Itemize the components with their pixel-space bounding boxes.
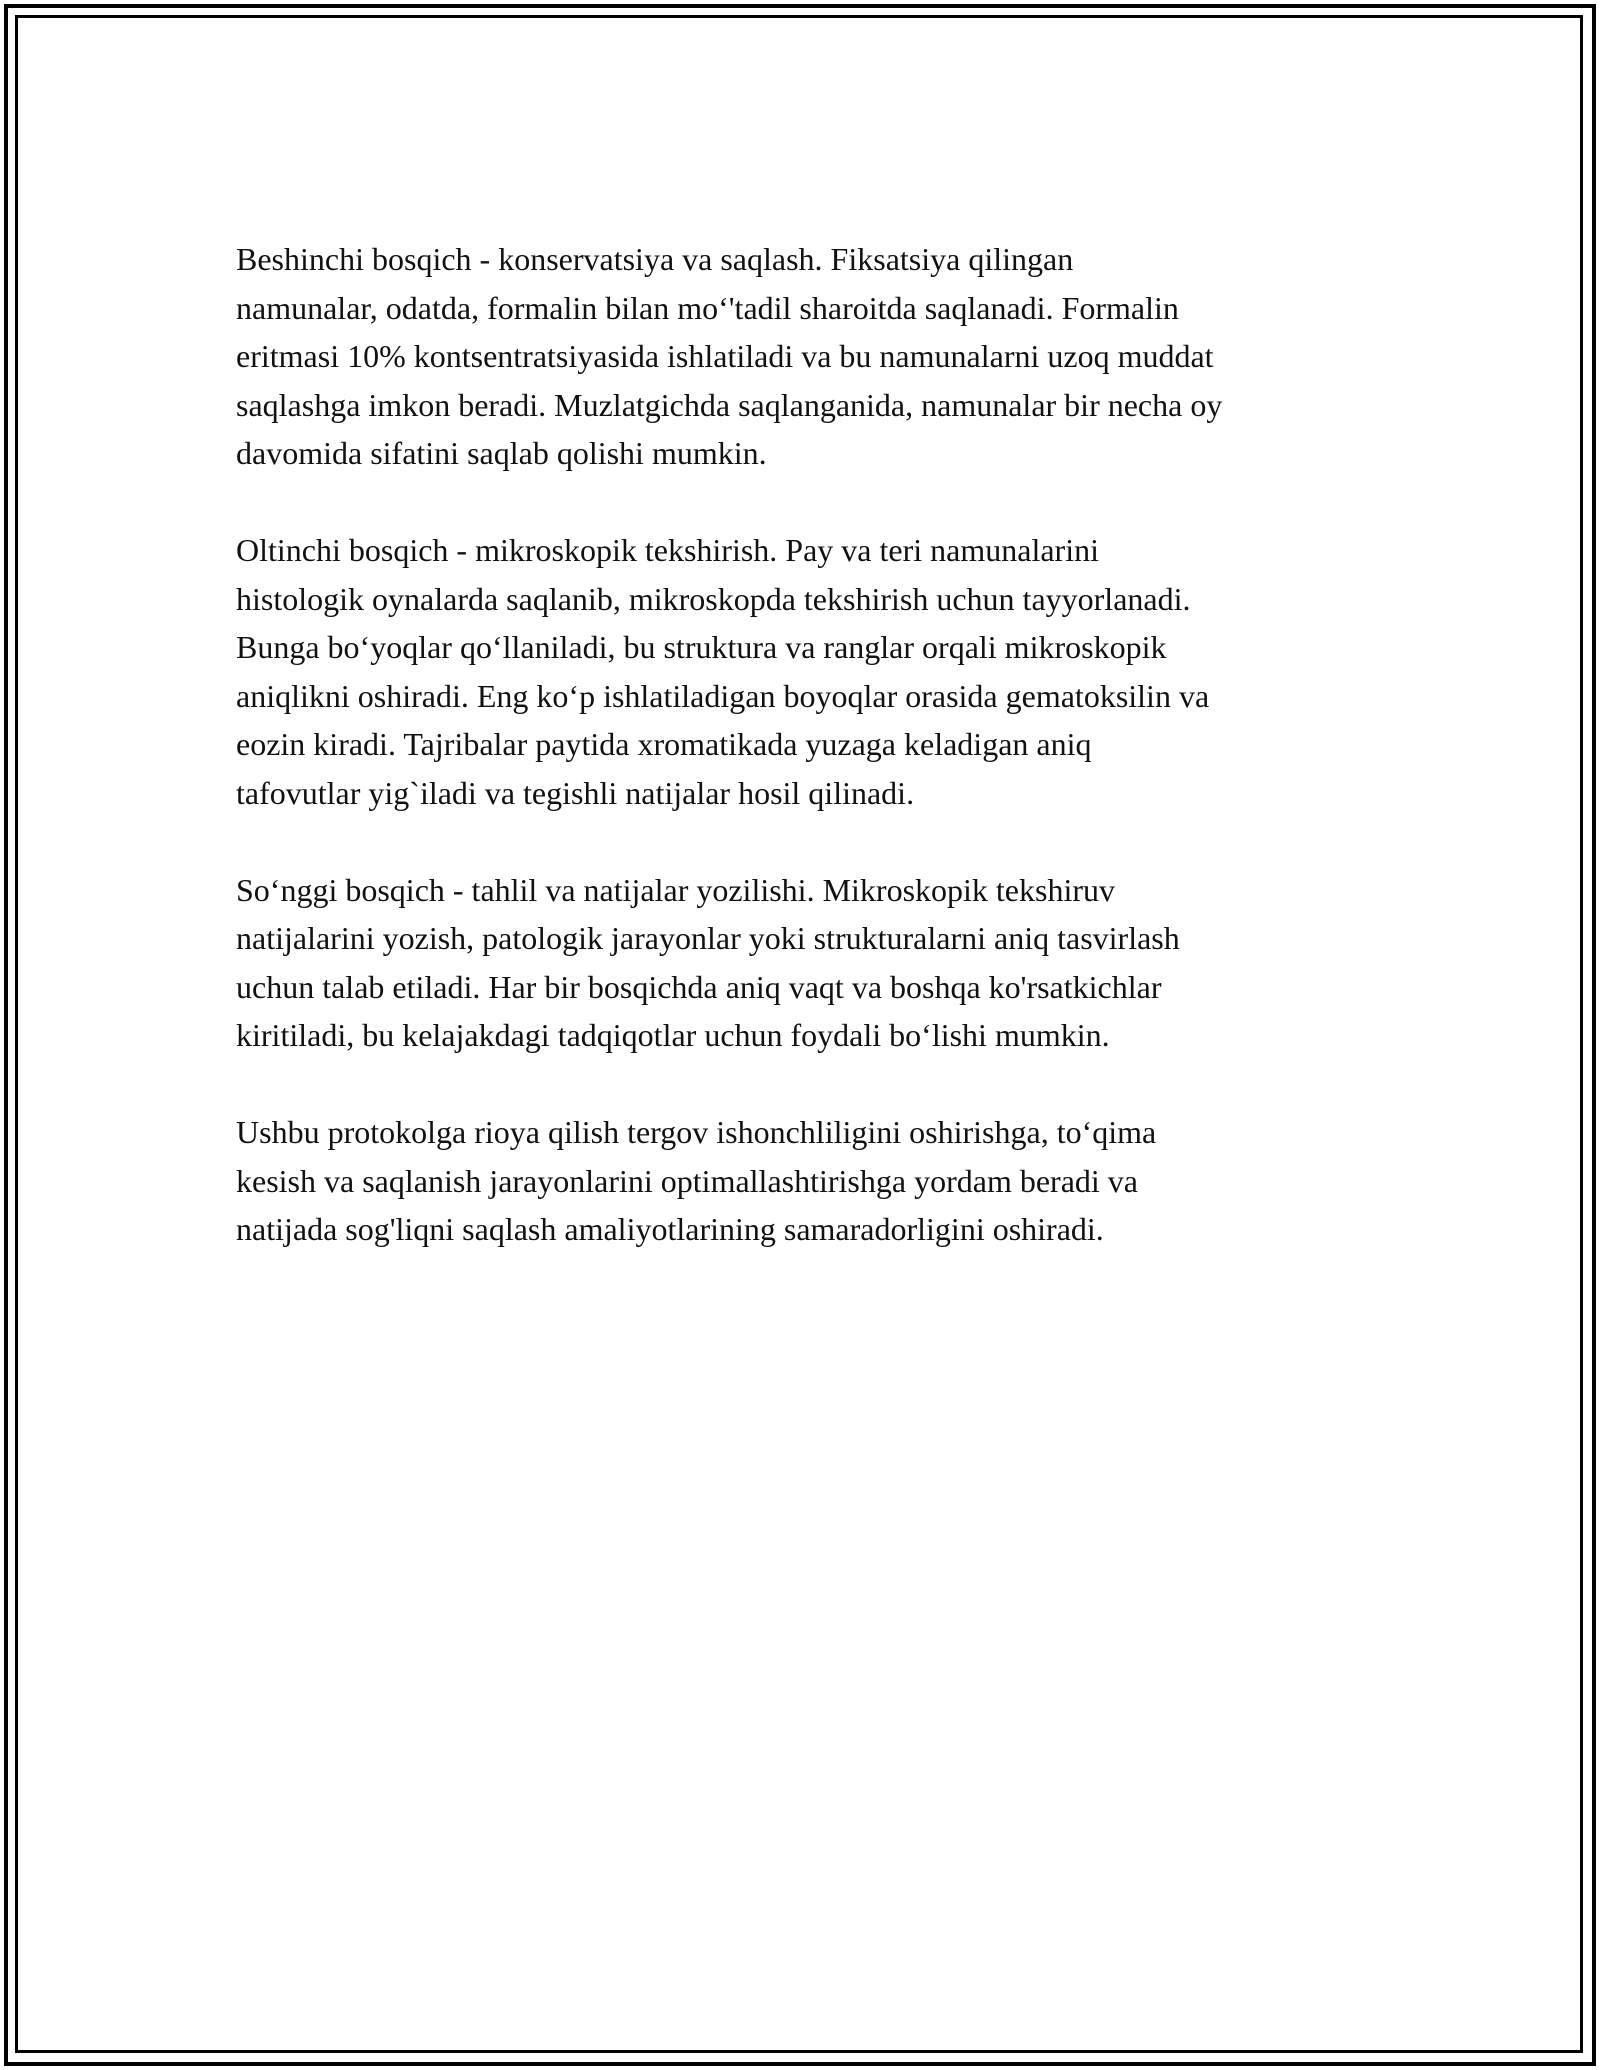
- text-line: natijalarini yozish, patologik jarayonlar yoki strukturalarni aniq tasvirlash: [236, 920, 1180, 956]
- text-line: saqlashga imkon beradi. Muzlatgichda saqlanganida, namunalar bir necha oy: [236, 386, 1223, 423]
- text-line: uchun talab etiladi. Har bir bosqichda aniq vaqt va boshqa ko'rsatkichlar: [236, 968, 1162, 1005]
- text-line: eozin kiradi. Tajribalar paytida xromatikada yuzaga keladigan aniq: [236, 726, 1092, 762]
- text-line: namunalar, odatda, formalin bilan mo‘'tadil sharoitda saqlanadi. Formalin: [236, 289, 1179, 326]
- paragraph-stage-six: [236, 526, 1366, 817]
- text-line: Ushbu protokolga rioya qilish tergov ishonchliligini oshirishga, to‘qima: [236, 1114, 1157, 1150]
- text-line: eritmasi 10% kontsentratsiyasida ishlatiladi va bu namunalarni uzoq muddat: [236, 338, 1214, 374]
- text-line: histologik oynalarda saqlanib, mikroskopda tekshirish uchun tayyorlanadi.: [236, 580, 1191, 617]
- text-line: Bunga bo‘yoqlar qo‘llaniladi, bu struktura va ranglar orqali mikroskopik: [236, 629, 1167, 665]
- text-line: Beshinchi bosqich - konservatsiya va saqlash. Fiksatsiya qilingan: [236, 241, 1074, 277]
- text-line: Oltinchi bosqich - mikroskopik tekshirish. Pay va teri namunalarini: [236, 532, 1099, 568]
- document-body: [236, 235, 1366, 1302]
- paragraph-conclusion: [236, 1108, 1366, 1254]
- text-line: kiritiladi, bu kelajakdagi tadqiqotlar uchun foydali bo‘lishi mumkin.: [236, 1017, 1110, 1053]
- text-line: natijada sog'liqni saqlash amaliyotlarining samaradorligini oshiradi.: [236, 1211, 1104, 1247]
- text-line: aniqlikni oshiradi. Eng ko‘p ishlatiladigan boyoqlar orasida gematoksilin va: [236, 677, 1210, 714]
- text-line: kesish va saqlanish jarayonlarini optimallashtirishga yordam beradi va: [236, 1162, 1138, 1199]
- paragraph-stage-five: [236, 235, 1366, 478]
- text-line: So‘nggi bosqich - tahlil va natijalar yozilishi. Mikroskopik tekshiruv: [236, 871, 1115, 908]
- paragraph-final-stage: [236, 866, 1366, 1060]
- text-line: tafovutlar yig`iladi va tegishli natijalar hosil qilinadi.: [236, 774, 915, 811]
- text-line: davomida sifatini saqlab qolishi mumkin.: [236, 435, 767, 471]
